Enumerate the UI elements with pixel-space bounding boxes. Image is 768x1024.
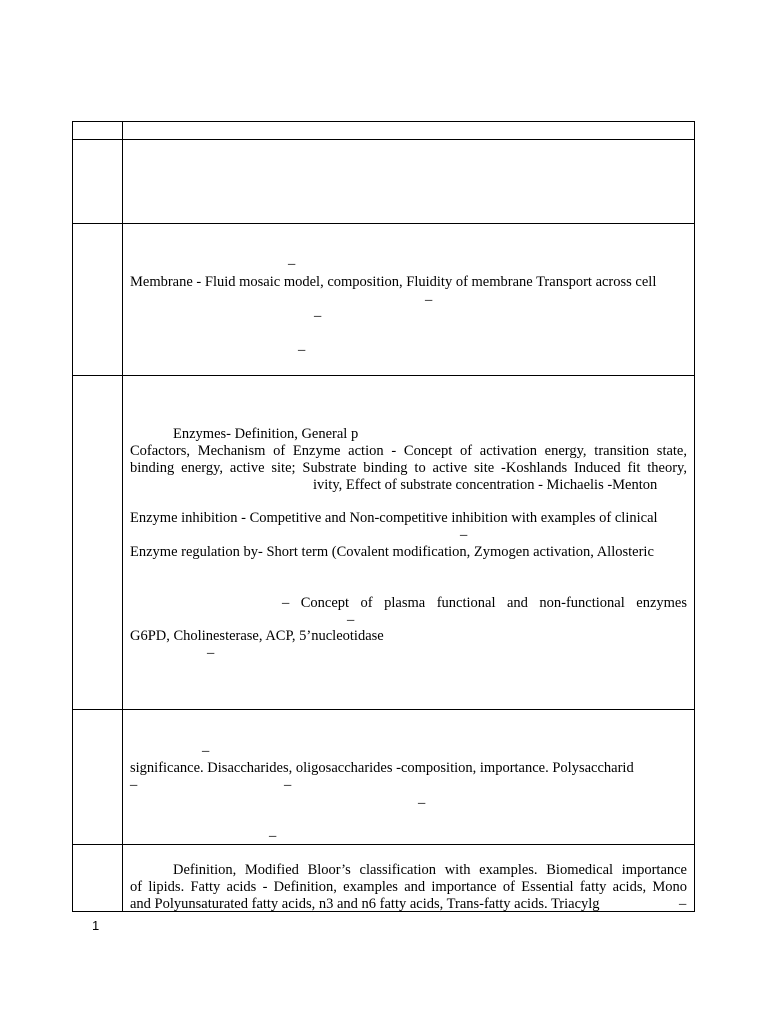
lipids-text-line: and Polyunsaturated fatty acids, n3 and n6 fatty acids, Trans-fatty acids. Triacylg [130, 896, 600, 912]
enzymes-text-line: Cofactors, Mechanism of Enzyme action - Concept of activation energy, transition state, [130, 443, 687, 459]
enzymes-text-line: binding energy, active site; Substrate binding to active site -Koshlands Induced fit theory, [130, 460, 687, 476]
dash-mark: – [460, 527, 468, 543]
dash-mark: – [425, 292, 433, 308]
lipids-text-line: Definition, Modified Bloor’s classification with examples. Biomedical importance [173, 862, 687, 878]
dash-mark: – [269, 828, 277, 844]
dash-mark: – [679, 896, 687, 912]
dash-mark: – [347, 612, 355, 628]
dash-mark: – [288, 256, 296, 272]
enzymes-text-line: G6PD, Cholinesterase, ACP, 5’nucleotidase [130, 628, 384, 644]
page-number: 1 [92, 918, 100, 933]
table-border-right [694, 121, 695, 912]
enzymes-text-line: Enzyme regulation by- Short term (Covalent modification, Zymogen activation, Allosteric [130, 544, 654, 560]
dash-mark: – [314, 308, 322, 324]
row-divider [72, 375, 695, 376]
table-border-left [72, 121, 73, 912]
dash-mark: – [202, 743, 210, 759]
dash-mark: – [284, 777, 292, 793]
row-divider [72, 139, 695, 140]
dash-mark: – [130, 777, 138, 793]
table-border-top [72, 121, 695, 122]
lipids-text-line: of lipids. Fatty acids - Definition, examples and importance of Essential fatty acids, Mono [130, 879, 687, 895]
dash-mark: – [418, 795, 426, 811]
row-divider [72, 844, 695, 845]
dash-mark: – [298, 342, 306, 358]
row-divider [72, 709, 695, 710]
membrane-text-line: Membrane - Fluid mosaic model, composition, Fluidity of membrane Transport across cell [130, 274, 657, 290]
enzymes-text-line: ivity, Effect of substrate concentration - Michaelis -Menton [313, 477, 658, 493]
row-divider [72, 223, 695, 224]
carbohydrates-text-line: significance. Disaccharides, oligosaccharides -composition, importance. Polysaccharid [130, 760, 634, 776]
enzymes-text-line: – Concept of plasma functional and non-functional enzymes [282, 595, 687, 611]
column-divider [122, 121, 123, 912]
enzymes-text-line: Enzyme inhibition - Competitive and Non-competitive inhibition with examples of clinical [130, 510, 658, 526]
dash-mark: – [207, 645, 215, 661]
enzymes-text-line: Enzymes- Definition, General p [173, 426, 359, 442]
